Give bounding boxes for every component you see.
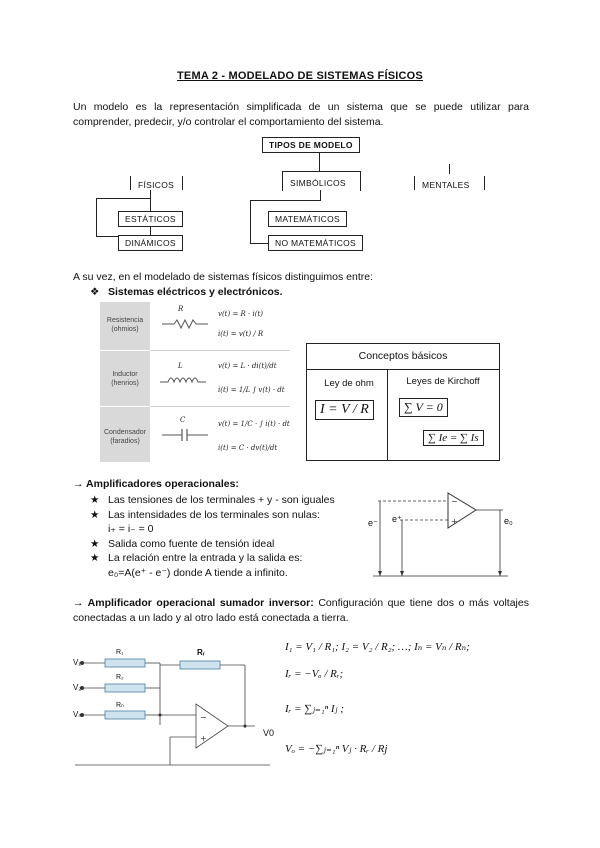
tree-connector	[320, 190, 321, 200]
opamp-list	[90, 493, 370, 580]
element-name-resistencia: Resistencia (ohmios)	[106, 317, 144, 333]
opamp-label-minus: e⁻	[368, 518, 378, 528]
tree-matematicos: MATEMÁTICOS	[268, 211, 347, 227]
capacitor-symbol: C	[180, 416, 186, 424]
resistor-rn-label: Rₙ	[116, 702, 124, 709]
tree-mentales: MENTALES	[422, 180, 470, 190]
inductor-icon	[158, 372, 208, 388]
resistor-formula-i: i(t) = v(t) / R	[218, 330, 264, 338]
svg-text:+: +	[200, 734, 207, 743]
list-item: ★ La relación entre la entrada y la salida es:	[90, 552, 303, 564]
star-icon: ★	[90, 552, 100, 564]
resistor-icon	[160, 312, 210, 332]
star-icon: ★	[90, 537, 100, 550]
input-v1-label: V₁	[73, 658, 82, 667]
capacitor-icon	[160, 426, 210, 444]
resistor-r2-label: R₂	[116, 674, 124, 681]
bracket-line	[414, 176, 415, 190]
ohm-label: Ley de ohm	[324, 378, 374, 389]
diamond-bullet-icon: ❖	[90, 286, 100, 298]
star-icon: ★	[90, 494, 100, 506]
kirchhoff-current-law: ∑ Ie = ∑ Is	[423, 430, 484, 446]
concepts-divider	[307, 369, 499, 370]
bracket-line	[360, 171, 361, 191]
summing-paragraph	[73, 596, 529, 626]
tree-connector	[319, 153, 320, 171]
tree-root-box: TIPOS DE MODELO	[262, 137, 360, 153]
page-title: TEMA 2 - MODELADO DE SISTEMAS FÍSICOS	[177, 70, 423, 82]
tree-fisicos: FÍSICOS	[138, 180, 175, 190]
table-divider	[150, 406, 290, 407]
equation-output-voltage: Vₒ = −∑ⱼ₌₁ⁿ Vⱼ · Rᵣ / Rj	[285, 743, 388, 755]
star-icon: ★	[90, 508, 100, 521]
concepts-title: Conceptos básicos	[358, 350, 448, 362]
concepts-divider	[387, 369, 388, 460]
list-item: ★ Salida como fuente de tensión ideal	[90, 537, 275, 550]
opamp-label-plus: e⁺	[392, 514, 402, 524]
element-name-inductor: Inductor (henrios)	[111, 371, 139, 387]
opamp-label-out: e₀	[504, 516, 513, 526]
tree-connector	[96, 198, 150, 199]
inductor-symbol: L	[178, 362, 183, 370]
list-item: ★ Las intensidades de los terminales son nulas:	[90, 508, 320, 521]
summing-text: Configuración que tiene dos o más voltajes conectadas a un lado y al otro lado está conectada a tierra.	[73, 597, 529, 624]
tree-connector	[250, 200, 321, 201]
electric-heading: Sistemas eléctricos y electrónicos.	[108, 286, 283, 298]
capacitor-formula-i: i(t) = C · dv(t)/dt	[218, 444, 278, 452]
kirchhoff-voltage-law: ∑ V = 0	[399, 398, 448, 417]
tree-connector	[96, 236, 118, 237]
resistor-symbol: R	[178, 305, 184, 313]
table-divider	[150, 350, 290, 351]
input-v2-label: V₂	[73, 683, 82, 692]
tree-connector	[250, 200, 251, 244]
bracket-line	[282, 171, 360, 172]
tree-dinamicos: DINÁMICOS	[118, 235, 183, 251]
list-subitem: e₀=A(e⁺ - e⁻) donde A tiende a infinito.	[108, 566, 288, 579]
list-subitem: i₊ = i₋ = 0	[108, 523, 154, 535]
bracket-line	[282, 171, 283, 191]
bracket-line	[484, 176, 485, 190]
resistor-rr-label: Rᵣ	[197, 648, 205, 657]
svg-text:+: +	[451, 517, 458, 526]
tree-simbolicos: SIMBÓLICOS	[290, 178, 346, 188]
summing-heading: → Amplificador operacional sumador inversor:	[73, 597, 314, 609]
svg-text:−: −	[451, 497, 458, 506]
equation-currents: I₁ = V₁ / R₁; I₂ = V₂ / R₂; …; Iₙ = Vₙ / Rₙ;	[285, 641, 470, 653]
output-v0-label: V0	[263, 728, 275, 738]
svg-text:−: −	[200, 713, 207, 722]
kirchhoff-label: Leyes de Kirchoff	[406, 376, 480, 387]
physical-intro: A su vez, en el modelado de sistemas físicos distinguimos entre:	[73, 271, 373, 283]
opamp-heading: → Amplificadores operacionales:	[73, 478, 239, 490]
bracket-line	[130, 176, 131, 190]
resistor-formula-v: v(t) = R · i(t)	[218, 310, 264, 318]
ohm-formula: I = V / R	[315, 400, 374, 420]
inductor-formula-i: i(t) = 1/L ∫ v(t) · dt	[218, 386, 285, 394]
tree-no-matematicos: NO MATEMÁTICOS	[268, 235, 363, 251]
tree-estaticos: ESTÁTICOS	[118, 211, 183, 227]
capacitor-formula-v: v(t) = 1/C · ∫ i(t) · dt	[218, 420, 290, 428]
list-item: ★ Las tensiones de los terminales + y - son iguales	[90, 494, 335, 506]
intro-paragraph: Un modelo es la representación simplificada de un sistema que se puede utilizar para comprender, predecir, y/o controlar el comportamiento del sistema.	[73, 101, 529, 128]
opamp-diagram	[368, 488, 518, 583]
element-name-condensador: Condensador (faradios)	[103, 429, 147, 445]
concepts-box	[306, 343, 500, 461]
tree-connector	[96, 198, 97, 236]
resistor-r1-label: R₁	[116, 649, 124, 656]
tree-connector	[250, 243, 270, 244]
equation-feedback-current: Iᵣ = −Vₒ / Rᵣ;	[285, 668, 344, 680]
equation-current-sum: Iᵣ = ∑ⱼ₌₁ⁿ Iⱼ ;	[285, 703, 344, 715]
inductor-formula-v: v(t) = L · di(t)/dt	[218, 362, 277, 370]
bracket-line	[449, 164, 450, 174]
input-vn-label: Vₙ	[73, 710, 82, 719]
bracket-line	[182, 176, 183, 190]
summing-circuit	[70, 640, 280, 770]
